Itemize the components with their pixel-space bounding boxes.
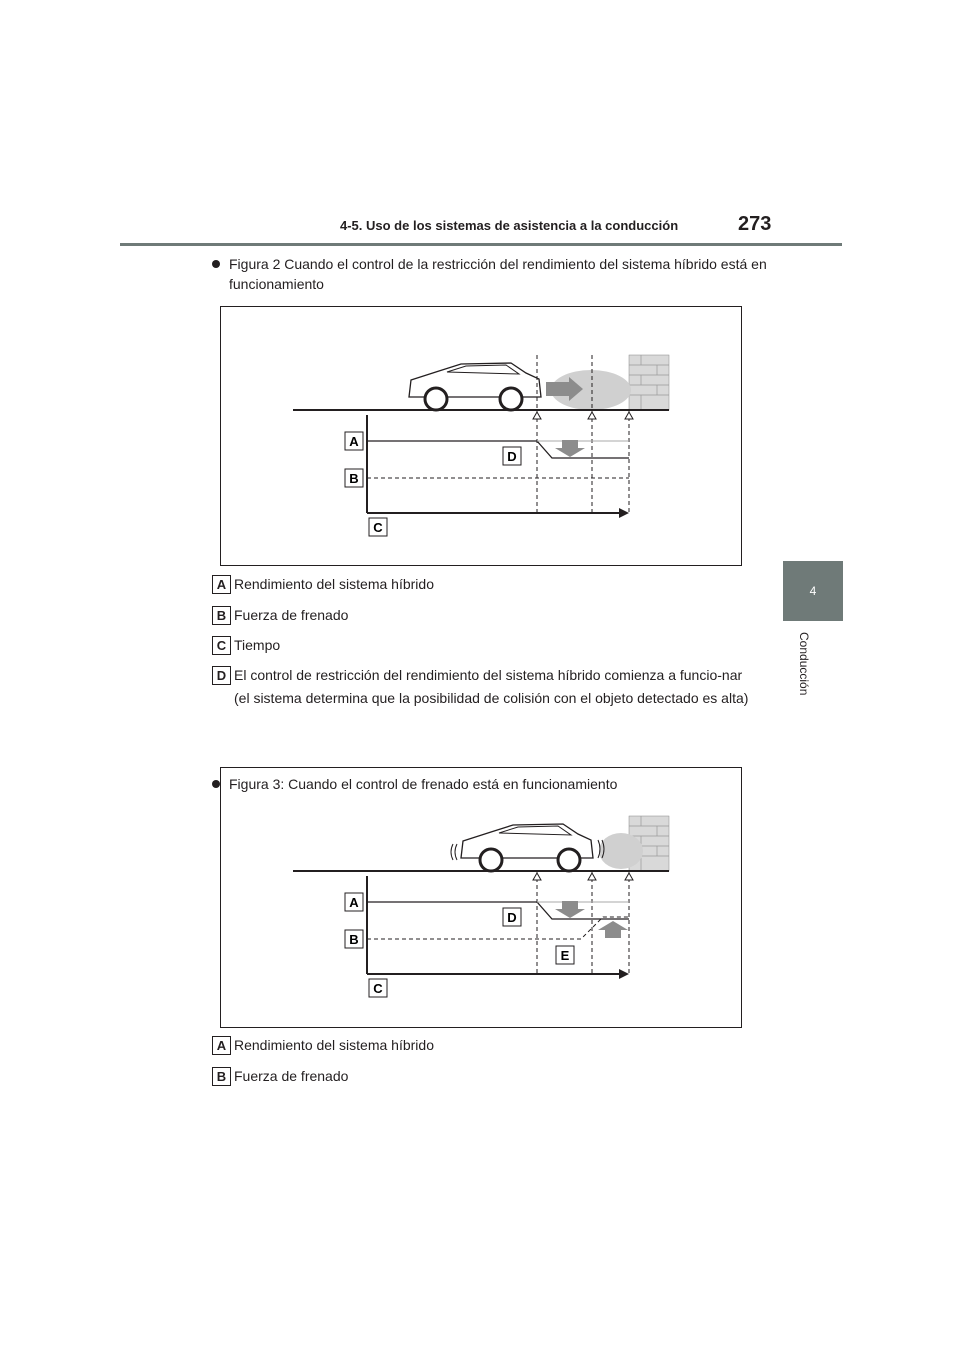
header-divider xyxy=(120,243,842,246)
figure3-label-d: D xyxy=(507,910,517,925)
figure2-caption-text: Figura 2 Cuando el control de la restricción del rendimiento del sistema híbrido está en funcionamiento xyxy=(229,256,767,292)
radar-beam-icon xyxy=(599,833,643,869)
down-arrow-icon xyxy=(555,901,585,918)
up-arrow-icon xyxy=(598,921,628,938)
bullet-icon xyxy=(212,260,220,268)
legend3-item-a xyxy=(212,1034,752,1056)
legend3-text-a: Rendimiento del sistema híbrido xyxy=(234,1037,434,1053)
section-title: 4-5. Uso de los sistemas de asistencia a la conducción xyxy=(340,218,679,233)
chapter-number: 4 xyxy=(809,584,817,598)
legend2-item-b xyxy=(212,604,752,626)
legend2-key-a: A xyxy=(212,575,231,594)
figure3-label-a: A xyxy=(349,895,359,910)
legend3-key-a: A xyxy=(212,1036,231,1055)
figure3-frame xyxy=(220,767,742,1028)
down-arrow-icon xyxy=(555,440,585,457)
legend2-text-c: Tiempo xyxy=(234,637,281,653)
legend2-item-c xyxy=(212,634,752,656)
chapter-tab[interactable] xyxy=(783,561,843,621)
bullet-icon xyxy=(212,780,220,788)
legend2-key-c: C xyxy=(212,636,231,655)
legend2-text-d: El control de restricción del rendimiento del sistema híbrido comienza a funcio-nar (el sistema determina que la posibilidad de colisión con el objeto detectado es alta) xyxy=(234,667,749,706)
figure3-diagram xyxy=(221,768,741,1027)
legend2-text-a: Rendimiento del sistema híbrido xyxy=(234,576,434,592)
legend3-text-b: Fuerza de frenado xyxy=(234,1068,349,1084)
figure2-diagram xyxy=(221,307,741,565)
car-icon xyxy=(409,363,541,410)
figure2-caption xyxy=(212,254,769,294)
page-number: 273 xyxy=(738,213,772,235)
figure3-label-c: C xyxy=(373,981,383,996)
figure2-label-a: A xyxy=(349,434,359,449)
legend3-item-b xyxy=(212,1065,752,1087)
figure2-label-b: B xyxy=(349,471,359,486)
car-icon xyxy=(451,824,604,871)
figure3-label-e: E xyxy=(560,948,570,963)
legend2-key-b: B xyxy=(212,606,231,625)
legend2-item-d xyxy=(212,664,752,710)
figure2-label-d: D xyxy=(507,449,517,464)
legend2-item-a xyxy=(212,573,752,595)
wall-icon xyxy=(629,355,669,410)
figure2-frame xyxy=(220,306,742,566)
figure2-label-c: C xyxy=(373,520,383,535)
chapter-label: Conducción xyxy=(797,632,811,696)
legend3-key-b: B xyxy=(212,1067,231,1086)
figure3-label-b: B xyxy=(349,932,359,947)
legend2-text-b: Fuerza de frenado xyxy=(234,607,349,623)
figure3-caption-text: Figura 3: Cuando el control de frenado está en funcionamiento xyxy=(229,776,618,792)
legend2-key-d: D xyxy=(212,666,231,685)
